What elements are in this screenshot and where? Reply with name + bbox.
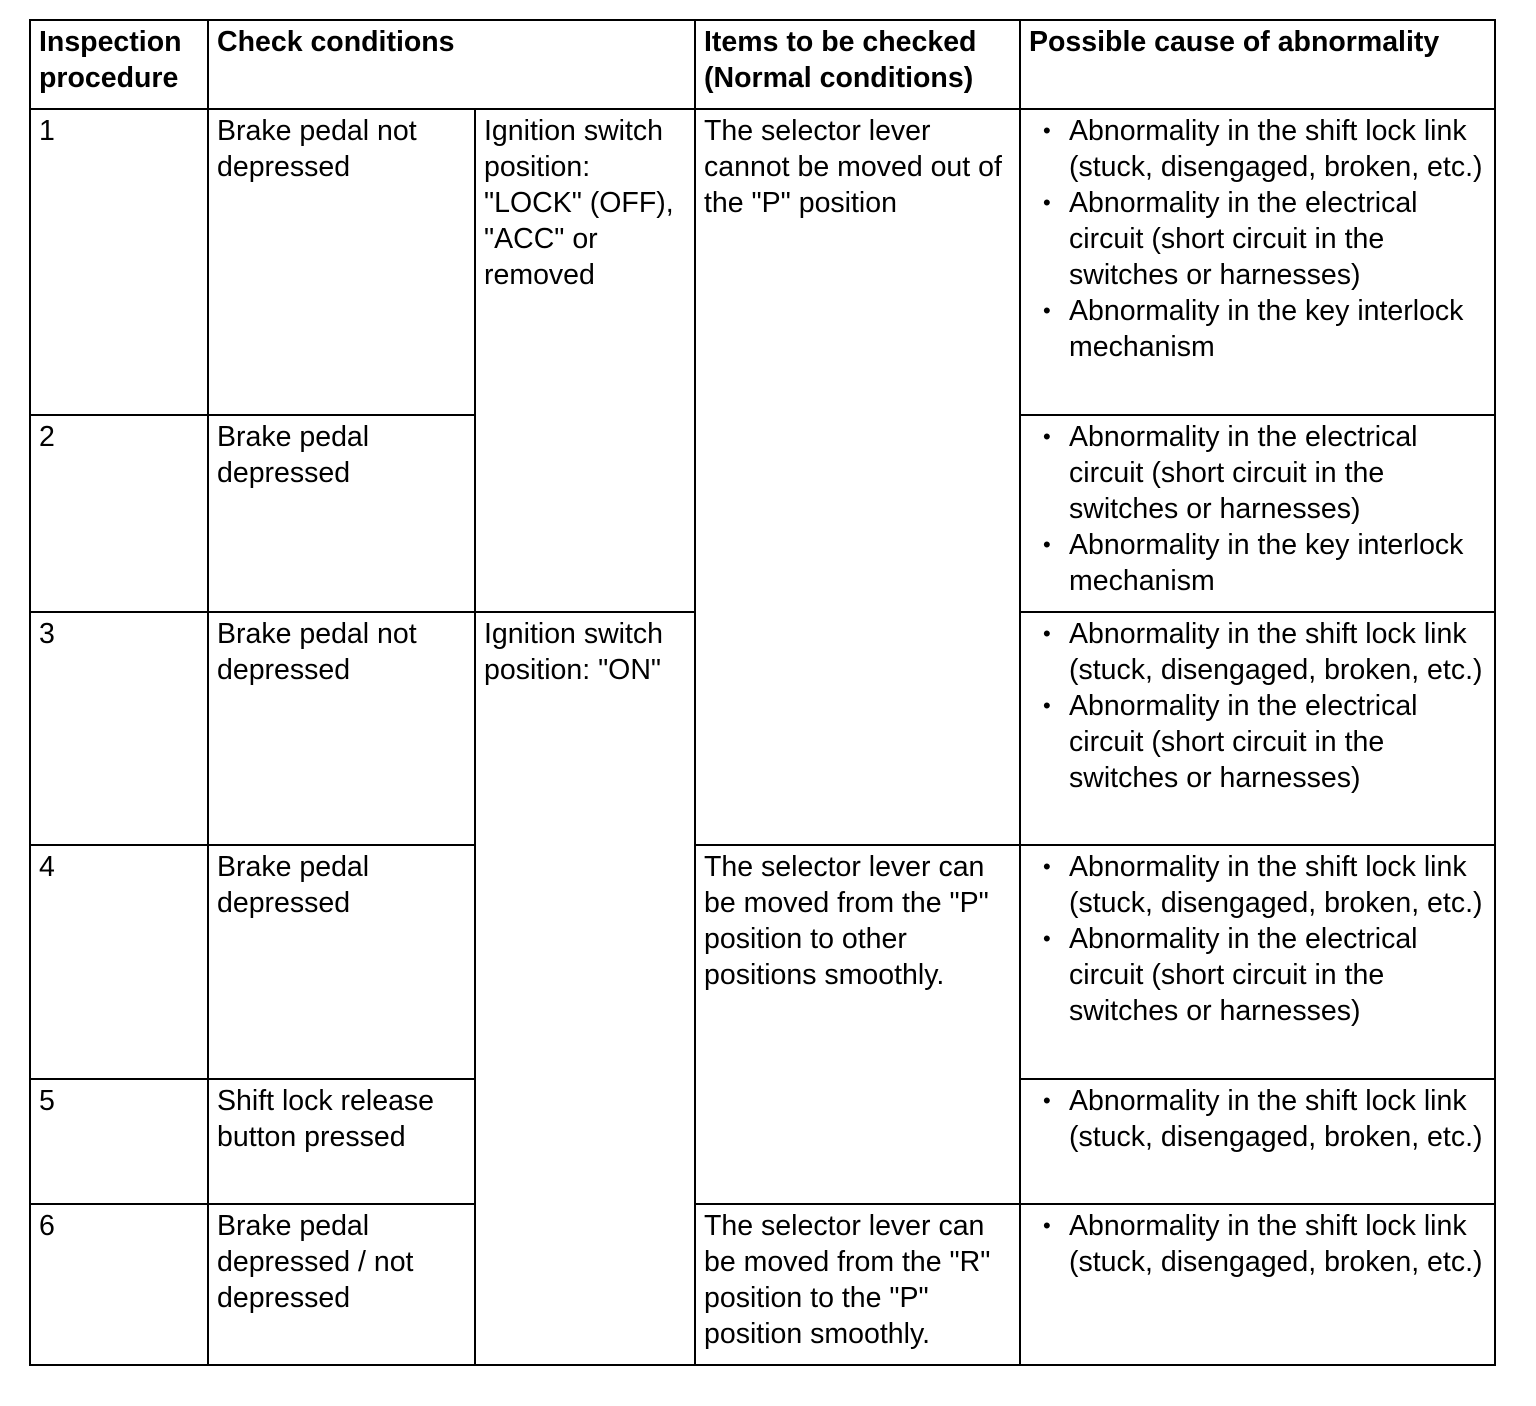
cause-item	[1029, 688, 1487, 796]
possible-causes	[1020, 109, 1495, 415]
cause-list	[1029, 849, 1487, 1029]
cause-item	[1029, 1083, 1487, 1155]
cause-text: Abnormality in the shift lock link (stuck, disengaged, broken, etc.)	[1069, 1085, 1483, 1153]
check-condition: Brake pedal not depressed	[208, 109, 475, 415]
cause-item	[1029, 849, 1487, 921]
item-checked-r-to-p: The selector lever can be moved from the "R" position to the "P" position smoothly.	[695, 1204, 1020, 1365]
bullet-icon: •	[1043, 693, 1051, 718]
cause-text: Abnormality in the shift lock link (stuck, disengaged, broken, etc.)	[1069, 618, 1483, 686]
check-condition: Brake pedal depressed	[208, 415, 475, 612]
header-items-checked: Items to be checked (Normal conditions)	[695, 20, 1020, 109]
possible-causes	[1020, 415, 1495, 612]
header-check-conditions: Check conditions	[208, 20, 695, 109]
item-checked-p-stuck: The selector lever cannot be moved out of the "P" position	[695, 109, 1020, 845]
cause-text: Abnormality in the electrical circuit (short circuit in the switches or harnesses)	[1069, 187, 1418, 291]
cause-item	[1029, 616, 1487, 688]
cause-text: Abnormality in the key interlock mechanism	[1069, 529, 1464, 597]
check-condition: Brake pedal not depressed	[208, 612, 475, 845]
cause-item	[1029, 1208, 1487, 1280]
possible-causes	[1020, 612, 1495, 845]
bullet-icon: •	[1043, 532, 1051, 557]
header-row	[30, 20, 1495, 109]
cause-text: Abnormality in the key interlock mechanism	[1069, 295, 1464, 363]
cause-text: Abnormality in the shift lock link (stuck, disengaged, broken, etc.)	[1069, 1210, 1483, 1278]
cause-text: Abnormality in the shift lock link (stuck, disengaged, broken, etc.)	[1069, 115, 1483, 183]
header-procedure: Inspection procedure	[30, 20, 208, 109]
bullet-icon: •	[1043, 190, 1051, 215]
header-possible-cause: Possible cause of abnormality	[1020, 20, 1495, 109]
ignition-switch-on: Ignition switch position: "ON"	[475, 612, 695, 1365]
bullet-icon: •	[1043, 1088, 1051, 1113]
cause-item	[1029, 527, 1487, 599]
bullet-icon: •	[1043, 424, 1051, 449]
cause-list	[1029, 1083, 1487, 1155]
cause-list	[1029, 419, 1487, 599]
bullet-icon: •	[1043, 854, 1051, 879]
procedure-number: 4	[30, 845, 208, 1079]
table-row	[30, 1204, 1495, 1365]
procedure-number: 1	[30, 109, 208, 415]
cause-list	[1029, 113, 1487, 365]
procedure-number: 3	[30, 612, 208, 845]
item-checked-p-to-other: The selector lever can be moved from the "P" position to other positions smoothly.	[695, 845, 1020, 1204]
cause-item	[1029, 921, 1487, 1029]
bullet-icon: •	[1043, 621, 1051, 646]
cause-text: Abnormality in the shift lock link (stuck, disengaged, broken, etc.)	[1069, 851, 1483, 919]
ignition-switch-off-acc: Ignition switch position: "LOCK" (OFF), "ACC" or removed	[475, 109, 695, 612]
possible-causes	[1020, 1079, 1495, 1204]
check-condition: Shift lock release button pressed	[208, 1079, 475, 1204]
table-row	[30, 845, 1495, 1079]
cause-item	[1029, 113, 1487, 185]
possible-causes	[1020, 1204, 1495, 1365]
cause-text: Abnormality in the electrical circuit (short circuit in the switches or harnesses)	[1069, 690, 1418, 794]
possible-causes	[1020, 845, 1495, 1079]
cause-item	[1029, 419, 1487, 527]
check-condition: Brake pedal depressed	[208, 845, 475, 1079]
bullet-icon: •	[1043, 1213, 1051, 1238]
procedure-number: 5	[30, 1079, 208, 1204]
table-row	[30, 109, 1495, 415]
cause-text: Abnormality in the electrical circuit (short circuit in the switches or harnesses)	[1069, 923, 1418, 1027]
bullet-icon: •	[1043, 118, 1051, 143]
cause-item	[1029, 185, 1487, 293]
procedure-number: 2	[30, 415, 208, 612]
procedure-number: 6	[30, 1204, 208, 1365]
bullet-icon: •	[1043, 926, 1051, 951]
cause-list	[1029, 1208, 1487, 1280]
check-condition: Brake pedal depressed / not depressed	[208, 1204, 475, 1365]
bullet-icon: •	[1043, 298, 1051, 323]
inspection-table	[29, 19, 1496, 1366]
cause-list	[1029, 616, 1487, 796]
cause-item	[1029, 293, 1487, 365]
cause-text: Abnormality in the electrical circuit (short circuit in the switches or harnesses)	[1069, 421, 1418, 525]
